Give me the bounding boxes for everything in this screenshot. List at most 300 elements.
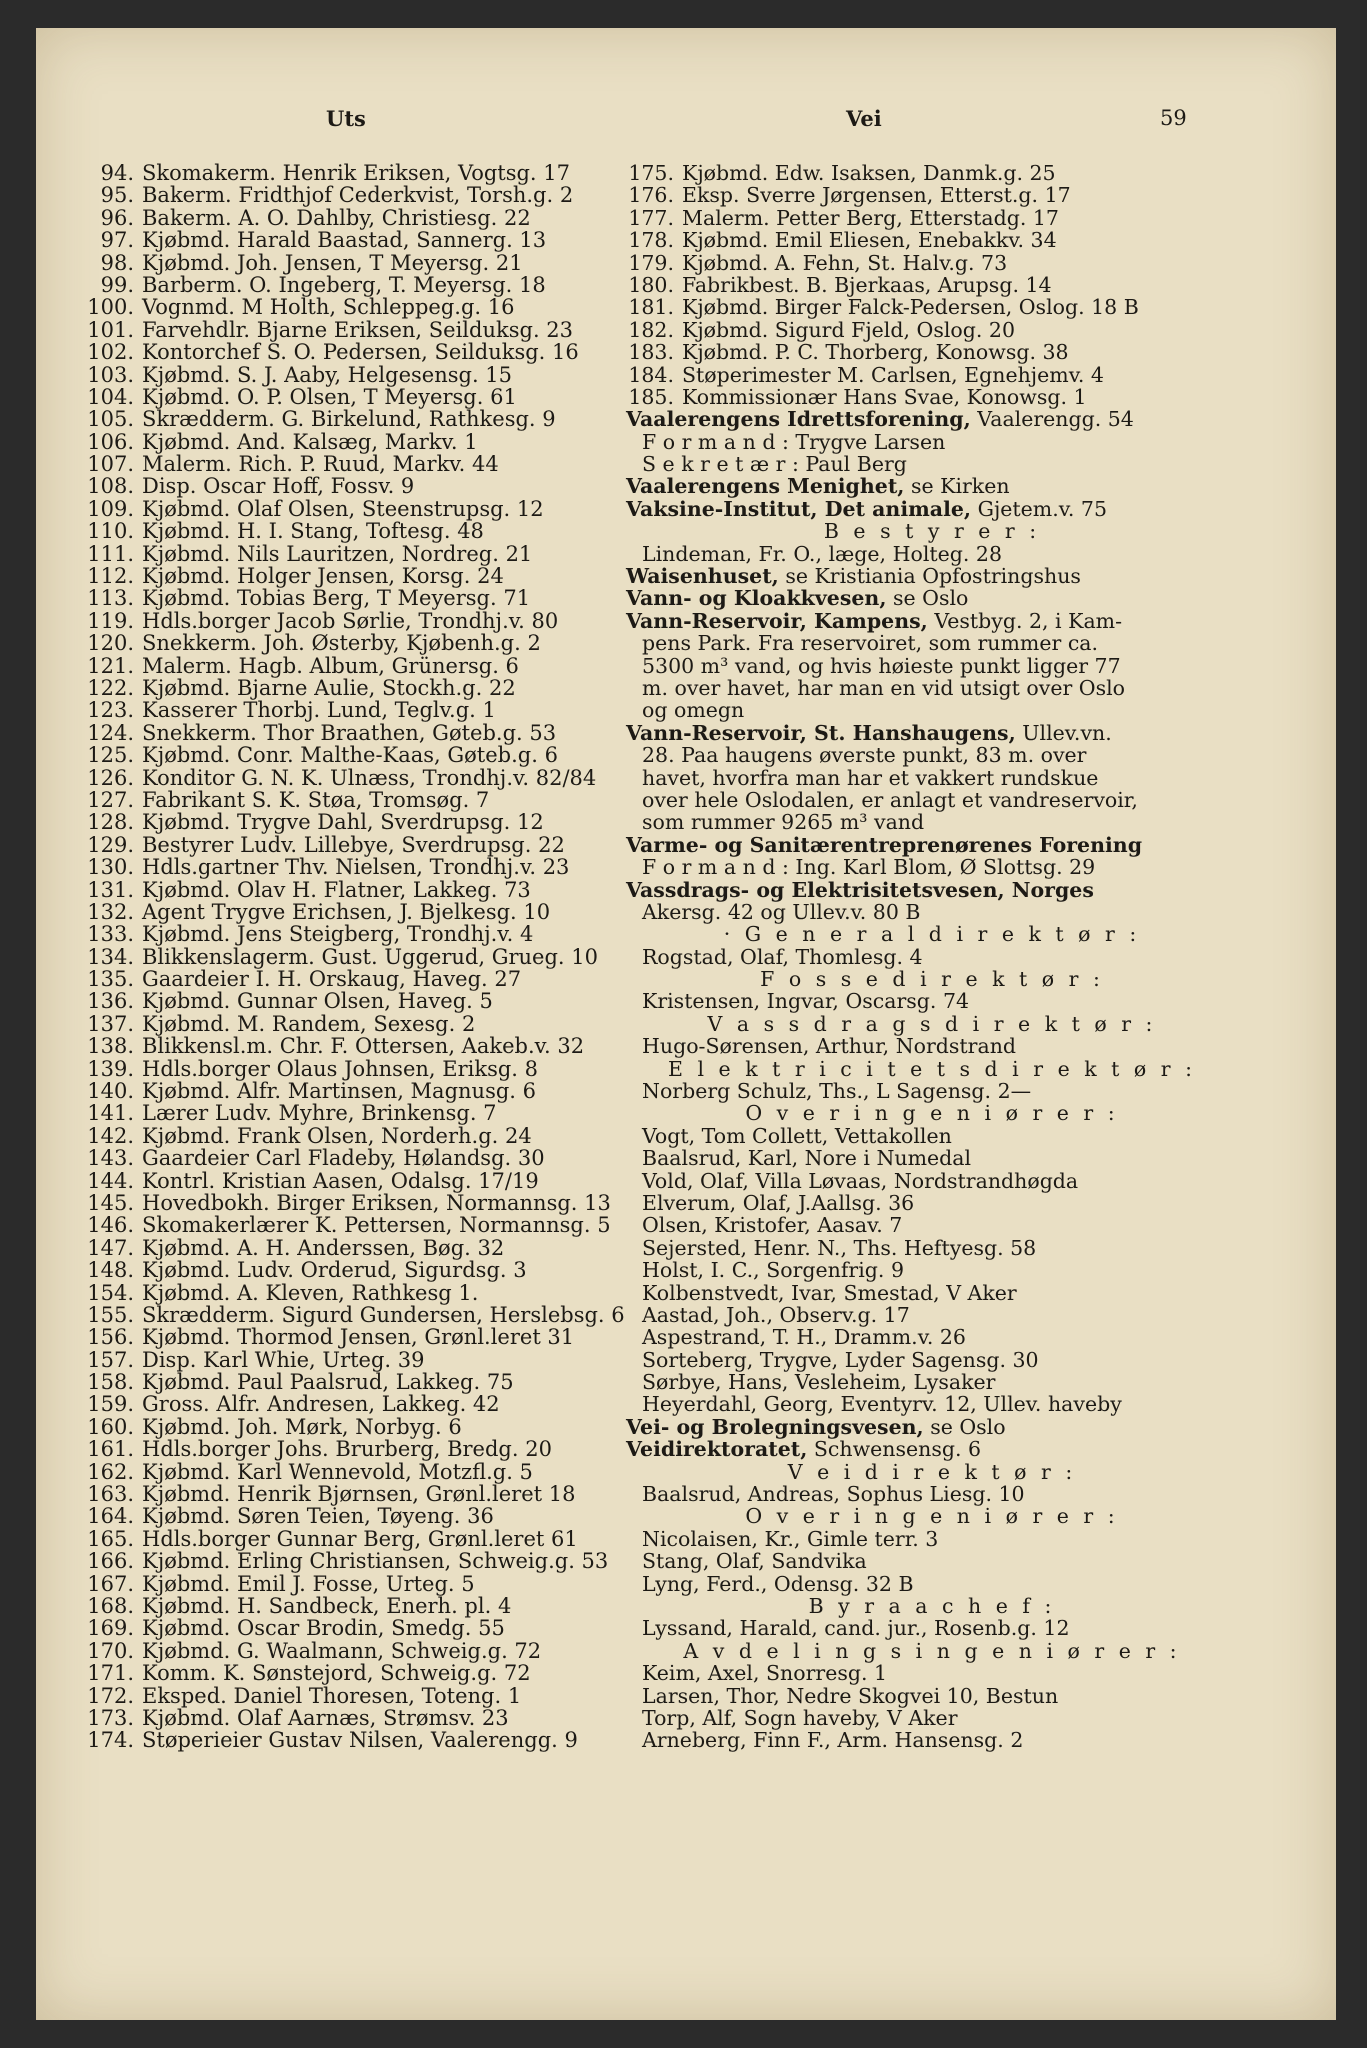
institution-detail: Gjetem.v. 75 xyxy=(971,496,1108,521)
person-entry xyxy=(626,1617,1238,1639)
person-entry xyxy=(626,1192,1238,1214)
entry-text: Hdls.borger Gunnar Berg, Grønl.leret 61 xyxy=(142,1526,578,1551)
institution-name: Vann-Reservoir, Kampens, xyxy=(626,608,928,633)
entry-number: 108. xyxy=(87,474,134,499)
institution-detail: Schwensensg. 6 xyxy=(807,1437,982,1462)
entry-text: Kjøbmd. Olav H. Flatner, Lakkeg. 73 xyxy=(142,877,531,902)
list-item xyxy=(626,319,1238,341)
list-item xyxy=(86,1729,656,1751)
entry-number: 164. xyxy=(87,1504,134,1529)
list-item xyxy=(86,789,656,811)
role-title xyxy=(626,968,1238,990)
institution-detail: se Oslo xyxy=(923,1414,1006,1439)
list-item xyxy=(86,520,656,542)
entry-text: Kjøbmd. Frank Olsen, Norderh.g. 24 xyxy=(142,1123,532,1148)
entry-number: 126. xyxy=(87,765,134,790)
entry-number: 135. xyxy=(87,967,134,992)
entry-number: 176. xyxy=(628,183,674,208)
description-text: over hele Oslodalen, er anlagt et vandreservoir, xyxy=(642,787,1138,812)
entry-text: Kjøbmd. Karl Wennevold, Motzfl.g. 5 xyxy=(142,1459,533,1484)
entry-number: 168. xyxy=(87,1594,134,1618)
person-entry-text: Lyng, Ferd., Odensg. 32 B xyxy=(642,1571,914,1596)
entry-text: Eksped. Daniel Thoresen, Toteng. 1 xyxy=(142,1683,522,1708)
list-item xyxy=(86,207,656,229)
role-title-text: E l e k t r i c i t e t s d i r e k t ø r : xyxy=(668,1056,1196,1081)
entry-number: 148. xyxy=(87,1258,134,1283)
entry-number: 94. xyxy=(100,161,134,185)
entry-number: 181. xyxy=(628,295,674,320)
person-entry-text: Baalsrud, Karl, Nore i Numedal xyxy=(642,1146,972,1171)
person-entry-text: Kristensen, Ingvar, Oscarsg. 74 xyxy=(642,989,970,1014)
entry-text: Kjøbmd. Birger Falck-Pedersen, Oslog. 18 B xyxy=(682,295,1139,320)
entry-text: Kjøbmd. Joh. Jensen, T Meyersg. 21 xyxy=(142,250,523,275)
entry-text: Bestyrer Ludv. Lillebye, Sverdrupsg. 22 xyxy=(142,832,565,857)
entry-text: Kjøbmd. Paul Paalsrud, Lakkeg. 75 xyxy=(142,1370,514,1395)
entry-text: Kjøbmd. Erling Christiansen, Schweig.g. 53 xyxy=(142,1549,609,1574)
list-item xyxy=(86,856,656,878)
entry-text: Blikkenslagerm. Gust. Uggerud, Grueg. 10 xyxy=(142,944,598,969)
list-item xyxy=(86,1214,656,1236)
entry-number: 180. xyxy=(628,272,674,297)
institution-name: Waisenhuset, xyxy=(626,564,779,589)
entry-text: Konditor G. N. K. Ulnæss, Trondhj.v. 82/84 xyxy=(142,765,597,790)
institution-name: Vassdrags- og Elektrisitetsvesen, Norges xyxy=(626,877,1094,902)
entry-text: Eksp. Sverre Jørgensen, Etterst.g. 17 xyxy=(682,183,1071,208)
person-entry-text: Aastad, Joh., Observ.g. 17 xyxy=(642,1302,910,1327)
entry-number: 170. xyxy=(87,1638,134,1663)
list-item xyxy=(86,1259,656,1281)
role-title-text: V e i d i r e k t ø r : xyxy=(787,1459,1077,1484)
person-entry-text: Akersg. 42 og Ullev.v. 80 B xyxy=(642,899,921,924)
entry-text: Fabrikbest. B. Bjerkaas, Arupsg. 14 xyxy=(682,272,1052,297)
entry-text: Kjøbmd. And. Kalsæg, Markv. 1 xyxy=(142,429,478,454)
list-item xyxy=(86,1528,656,1550)
person-entry-text: Stang, Olaf, Sandvika xyxy=(642,1549,867,1574)
institution-heading xyxy=(626,565,1238,587)
person-entry-text: Olsen, Kristofer, Aasav. 7 xyxy=(642,1213,903,1238)
institution-detail: se Oslo xyxy=(886,586,969,611)
list-item xyxy=(86,475,656,497)
person-entry-text: Aspestrand, T. H., Dramm.v. 26 xyxy=(642,1325,966,1350)
role-title-text: V a s s d r a g s d i r e k t ø r : xyxy=(707,1011,1157,1036)
list-item xyxy=(86,632,656,654)
entry-text: Kontrl. Kristian Aasen, Odalsg. 17/19 xyxy=(142,1168,539,1193)
list-item xyxy=(626,162,1238,184)
entry-text: Disp. Karl Whie, Urteg. 39 xyxy=(142,1347,425,1372)
institution-name: Vei- og Brolegningsvesen, xyxy=(626,1414,924,1439)
list-item xyxy=(86,1461,656,1483)
entry-number: 165. xyxy=(87,1526,134,1551)
list-item xyxy=(86,498,656,520)
list-item xyxy=(626,386,1238,408)
person-entry-text: Norberg Schulz, Ths., L Sagensg. 2— xyxy=(642,1079,1032,1104)
list-item xyxy=(86,610,656,632)
entry-number: 99. xyxy=(100,272,134,297)
entry-text: Kasserer Thorbj. Lund, Teglv.g. 1 xyxy=(142,698,496,723)
institution-heading xyxy=(626,722,1238,744)
role-title-text: O v e r i n g e n i ø r e r : xyxy=(745,1504,1119,1529)
description-text: og omegn xyxy=(642,698,745,723)
role-title xyxy=(626,923,1238,945)
entry-text: Hdls.borger Olaus Johnsen, Eriksg. 8 xyxy=(142,1056,538,1081)
entry-number: 101. xyxy=(87,317,134,342)
description-line xyxy=(626,699,1238,721)
list-item xyxy=(86,1505,656,1527)
list-item xyxy=(626,207,1238,229)
role-title-text: B y r a a c h e f : xyxy=(808,1594,1056,1618)
entry-text: Kjøbmd. Søren Teien, Tøyeng. 36 xyxy=(142,1504,494,1529)
institution-heading xyxy=(626,1438,1238,1460)
entry-text: Kjøbmd. G. Waalmann, Schweig.g. 72 xyxy=(142,1638,542,1663)
entry-number: 104. xyxy=(87,384,134,409)
person-entry xyxy=(626,1304,1238,1326)
role-title xyxy=(626,1461,1238,1483)
entry-number: 127. xyxy=(87,787,134,812)
entry-number: 103. xyxy=(87,362,134,387)
entry-number: 160. xyxy=(87,1414,134,1439)
person-entry xyxy=(626,1147,1238,1169)
entry-text: Disp. Oscar Hoff, Fossv. 9 xyxy=(142,474,415,499)
institution-heading xyxy=(626,1416,1238,1438)
person-entry-text: Sørbye, Hans, Vesleheim, Lysaker xyxy=(642,1370,996,1395)
person-entry-text: Lindeman, Fr. O., læge, Holteg. 28 xyxy=(642,541,1002,566)
institution-heading xyxy=(626,475,1238,497)
list-item xyxy=(626,229,1238,251)
person-entry xyxy=(626,990,1238,1012)
list-item xyxy=(86,274,656,296)
person-entry-text: Elverum, Olaf, J.Aallsg. 36 xyxy=(642,1190,915,1215)
institution-heading xyxy=(626,834,1238,856)
list-item xyxy=(86,587,656,609)
institution-name: Vaalerengens Idrettsforening, xyxy=(626,407,971,432)
page-number: 59 xyxy=(1160,106,1187,130)
entry-text: Kjøbmd. Tobias Berg, T Meyersg. 71 xyxy=(142,586,531,611)
list-item xyxy=(626,296,1238,318)
entry-text: Kjøbmd. Edw. Isaksen, Danmk.g. 25 xyxy=(682,161,1056,185)
list-item xyxy=(86,1662,656,1684)
entry-text: Snekkerm. Thor Braathen, Gøteb.g. 53 xyxy=(142,720,557,745)
entry-number: 138. xyxy=(87,1034,134,1059)
description-line xyxy=(626,655,1238,677)
entry-text: Kjøbmd. Emil Eliesen, Enebakkv. 34 xyxy=(682,228,1057,253)
list-item xyxy=(86,1416,656,1438)
institution-detail: se Kristiania Opfostringshus xyxy=(778,564,1081,589)
person-entry-text: Sejersted, Henr. N., Ths. Heftyesg. 58 xyxy=(642,1235,1037,1260)
description-line xyxy=(626,767,1238,789)
role-title-text: · G e n e r a l d i r e k t ø r : xyxy=(723,922,1141,947)
entry-text: Lærer Ludv. Myhre, Brinkensg. 7 xyxy=(142,1101,497,1126)
person-entry xyxy=(626,1282,1238,1304)
list-item xyxy=(86,699,656,721)
institution-detail: Vaalerengg. 54 xyxy=(970,407,1134,432)
person-entry-text: Hugo-Sørensen, Arthur, Nordstrand xyxy=(642,1034,1017,1059)
role-title-text: F o s s e d i r e k t ø r : xyxy=(760,967,1104,992)
entry-text: Kjøbmd. Emil J. Fosse, Urteg. 5 xyxy=(142,1571,475,1596)
entry-number: 139. xyxy=(87,1056,134,1081)
document-page xyxy=(36,28,1336,2020)
description-text: 28. Paa haugens øverste punkt, 83 m. over xyxy=(642,743,1087,768)
entry-text: Kontorchef S. O. Pedersen, Seilduksg. 16 xyxy=(142,340,579,365)
institution-name: Vann-Reservoir, St. Hanshaugens, xyxy=(626,720,1016,745)
entry-number: 154. xyxy=(87,1280,134,1305)
list-item xyxy=(86,1304,656,1326)
list-item xyxy=(86,1102,656,1124)
entry-number: 137. xyxy=(87,1011,134,1036)
entry-number: 143. xyxy=(87,1146,134,1171)
institution-name: Vaalerengens Menighet, xyxy=(626,474,905,499)
entry-number: 162. xyxy=(87,1459,134,1484)
person-entry-text: Vold, Olaf, Villa Løvaas, Nordstrandhøgda xyxy=(642,1168,1079,1193)
entry-number: 119. xyxy=(87,608,134,633)
description-line xyxy=(626,811,1238,833)
role-title xyxy=(626,520,1238,542)
entry-number: 133. xyxy=(87,922,134,947)
description-line xyxy=(626,789,1238,811)
entry-number: 161. xyxy=(87,1437,134,1462)
entry-text: Kjøbmd. Holger Jensen, Korsg. 24 xyxy=(142,564,504,589)
entry-text: Bakerm. Fridthjof Cederkvist, Torsh.g. 2 xyxy=(142,183,574,208)
description-line xyxy=(626,744,1238,766)
entry-number: 134. xyxy=(87,944,134,969)
entry-number: 120. xyxy=(87,631,134,656)
list-item xyxy=(86,767,656,789)
person-entry xyxy=(626,543,1238,565)
person-entry xyxy=(626,1573,1238,1595)
running-head-right: Vei xyxy=(846,106,882,131)
entry-number: 146. xyxy=(87,1213,134,1238)
institution-name: Veidirektoratet, xyxy=(626,1437,808,1462)
entry-number: 166. xyxy=(87,1549,134,1574)
list-item xyxy=(86,1640,656,1662)
person-entry xyxy=(626,1550,1238,1572)
person-entry-text: Arneberg, Finn F., Arm. Hansensg. 2 xyxy=(642,1728,1024,1753)
person-entry xyxy=(626,1326,1238,1348)
description-text: 5300 m³ vand, og hvis høieste punkt ligger 77 xyxy=(642,653,1121,678)
entry-number: 124. xyxy=(87,720,134,745)
entry-number: 144. xyxy=(87,1168,134,1193)
list-item xyxy=(86,722,656,744)
entry-text: Kjøbmd. Thormod Jensen, Grønl.leret 31 xyxy=(142,1325,575,1350)
entry-text: Kjøbmd. Olaf Aarnæs, Strømsv. 23 xyxy=(142,1705,509,1730)
entry-number: 136. xyxy=(87,989,134,1014)
entry-number: 96. xyxy=(100,205,134,230)
entry-number: 129. xyxy=(87,832,134,857)
entry-text: Kjøbmd. A. Fehn, St. Halv.g. 73 xyxy=(682,250,1008,275)
entry-text: Kjøbmd. A. H. Anderssen, Bøg. 32 xyxy=(142,1235,505,1260)
person-entry xyxy=(626,946,1238,968)
list-item xyxy=(86,162,656,184)
list-item xyxy=(86,1013,656,1035)
person-entry xyxy=(626,1349,1238,1371)
person-entry xyxy=(626,1371,1238,1393)
entry-number: 121. xyxy=(87,653,134,678)
institution-heading xyxy=(626,610,1238,632)
entry-text: Kjøbmd. Sigurd Fjeld, Oslog. 20 xyxy=(682,317,1015,342)
entry-number: 183. xyxy=(628,340,674,365)
list-item xyxy=(86,1035,656,1057)
entry-number: 110. xyxy=(87,519,134,544)
list-item xyxy=(626,184,1238,206)
person-entry-text: Rogstad, Olaf, Thomlesg. 4 xyxy=(642,944,923,969)
list-item xyxy=(626,252,1238,274)
entry-number: 105. xyxy=(87,407,134,432)
entry-text: Komm. K. Sønstejord, Schweig.g. 72 xyxy=(142,1661,531,1686)
list-item xyxy=(86,319,656,341)
list-item xyxy=(86,408,656,430)
entry-number: 128. xyxy=(87,810,134,835)
entry-number: 157. xyxy=(87,1347,134,1372)
entry-text: Malerm. Petter Berg, Etterstadg. 17 xyxy=(682,205,1059,230)
entry-number: 178. xyxy=(628,228,674,253)
entry-number: 102. xyxy=(87,340,134,365)
role-title xyxy=(626,1102,1238,1124)
person-entry-text: F o r m a n d : Trygve Larsen xyxy=(642,429,946,454)
entry-text: Kjøbmd. H. I. Stang, Toftesg. 48 xyxy=(142,519,484,544)
institution-detail: Vestbyg. 2, i Kam- xyxy=(927,608,1123,633)
list-item xyxy=(86,1617,656,1639)
entry-text: Kjøbmd. Olaf Olsen, Steenstrupsg. 12 xyxy=(142,496,544,521)
person-entry-text: Larsen, Thor, Nedre Skogvei 10, Bestun xyxy=(642,1683,1059,1708)
list-item xyxy=(86,1058,656,1080)
entry-text: Kjøbmd. Conr. Malthe-Kaas, Gøteb.g. 6 xyxy=(142,743,558,768)
list-item xyxy=(626,364,1238,386)
list-item xyxy=(86,968,656,990)
entry-text: Vognmd. M Holth, Schleppeg.g. 16 xyxy=(142,295,515,320)
person-entry-text: Kolbenstvedt, Ivar, Smestad, V Aker xyxy=(642,1280,1017,1305)
list-item xyxy=(86,543,656,565)
entry-number: 185. xyxy=(628,384,674,409)
entry-number: 145. xyxy=(87,1190,134,1215)
person-entry xyxy=(626,1035,1238,1057)
entry-text: Agent Trygve Erichsen, J. Bjelkesg. 10 xyxy=(142,899,551,924)
person-entry xyxy=(626,1729,1238,1751)
entry-number: 147. xyxy=(87,1235,134,1260)
list-item xyxy=(86,229,656,251)
person-entry-text: Nicolaisen, Kr., Gimle terr. 3 xyxy=(642,1526,939,1551)
person-entry xyxy=(626,1237,1238,1259)
entry-number: 158. xyxy=(87,1370,134,1395)
entry-text: Snekkerm. Joh. Østerby, Kjøbenh.g. 2 xyxy=(142,631,541,656)
entry-text: Hdls.borger Jacob Sørlie, Trondhj.v. 80 xyxy=(142,608,559,633)
role-title xyxy=(626,1640,1238,1662)
entry-number: 163. xyxy=(87,1482,134,1507)
list-item xyxy=(86,453,656,475)
person-entry-text: Holst, I. C., Sorgenfrig. 9 xyxy=(642,1258,904,1283)
entry-text: Barberm. O. Ingeberg, T. Meyersg. 18 xyxy=(142,272,546,297)
person-entry xyxy=(626,431,1238,453)
entry-number: 175. xyxy=(628,161,674,185)
entry-text: Gaardeier Carl Fladeby, Hølandsg. 30 xyxy=(142,1146,545,1171)
entry-text: Kommissionær Hans Svae, Konowsg. 1 xyxy=(682,384,1087,409)
entry-number: 122. xyxy=(87,675,134,700)
list-item xyxy=(86,834,656,856)
institution-name: Vann- og Kloakkvesen, xyxy=(626,586,887,611)
description-text: m. over havet, har man en vid utsigt over Oslo xyxy=(642,675,1125,700)
entry-text: Kjøbmd. H. Sandbeck, Enerh. pl. 4 xyxy=(142,1594,512,1618)
institution-heading xyxy=(626,879,1238,901)
list-item xyxy=(86,1393,656,1415)
description-line xyxy=(626,677,1238,699)
list-item xyxy=(86,744,656,766)
list-item xyxy=(86,1573,656,1595)
entry-text: Fabrikant S. K. Støa, Tromsøg. 7 xyxy=(142,787,490,812)
entry-text: Gaardeier I. H. Orskaug, Haveg. 27 xyxy=(142,967,522,992)
entry-number: 156. xyxy=(87,1325,134,1350)
person-entry-text: Lyssand, Harald, cand. jur., Rosenb.g. 12 xyxy=(642,1616,1070,1641)
entry-text: Kjøbmd. Jens Steigberg, Trondhj.v. 4 xyxy=(142,922,534,947)
entry-number: 100. xyxy=(87,295,134,320)
entry-number: 113. xyxy=(87,586,134,611)
entry-text: Kjøbmd. Trygve Dahl, Sverdrupsg. 12 xyxy=(142,810,544,835)
person-entry-text: Baalsrud, Andreas, Sophus Liesg. 10 xyxy=(642,1482,1025,1507)
list-item xyxy=(626,274,1238,296)
person-entry-text: S e k r e t æ r : Paul Berg xyxy=(642,452,907,477)
entry-number: 169. xyxy=(87,1616,134,1641)
list-item xyxy=(86,341,656,363)
description-text: som rummer 9265 m³ vand xyxy=(642,810,925,835)
list-item xyxy=(86,386,656,408)
entry-number: 172. xyxy=(87,1683,134,1708)
person-entry xyxy=(626,1125,1238,1147)
entry-number: 109. xyxy=(87,496,134,521)
person-entry-text: F o r m a n d : Ing. Karl Blom, Ø Slottsg. 29 xyxy=(642,855,1096,880)
entry-text: Støperieier Gustav Nilsen, Vaalerengg. 9 xyxy=(142,1728,578,1753)
entry-text: Farvehdlr. Bjarne Eriksen, Seilduksg. 23 xyxy=(142,317,574,342)
list-item xyxy=(86,1707,656,1729)
person-entry xyxy=(626,1685,1238,1707)
person-entry-text: Sorteberg, Trygve, Lyder Sagensg. 30 xyxy=(642,1347,1039,1372)
role-title-text: B e s t y r e r : xyxy=(823,519,1041,544)
entry-text: Blikkensl.m. Chr. F. Ottersen, Aakeb.v. 32 xyxy=(142,1034,585,1059)
entry-text: Kjøbmd. A. Kleven, Rathkesg 1. xyxy=(142,1280,479,1305)
institution-detail: Ullev.vn. xyxy=(1015,720,1112,745)
institution-name: Varme- og Sanitærentreprenørenes Forening xyxy=(626,832,1143,857)
list-item xyxy=(86,1282,656,1304)
entry-text: Kjøbmd. Joh. Mørk, Norbyg. 6 xyxy=(142,1414,462,1439)
role-title-text: A v d e l i n g s i n g e n i ø r e r : xyxy=(683,1638,1181,1663)
entry-number: 112. xyxy=(87,564,134,589)
entry-text: Kjøbmd. S. J. Aaby, Helgesensg. 15 xyxy=(142,362,513,387)
person-entry xyxy=(626,1393,1238,1415)
entry-number: 155. xyxy=(87,1302,134,1327)
list-item xyxy=(86,879,656,901)
list-item xyxy=(86,1326,656,1348)
entry-number: 97. xyxy=(100,228,134,253)
list-item xyxy=(86,655,656,677)
list-item xyxy=(86,431,656,453)
entry-text: Kjøbmd. P. C. Thorberg, Konowsg. 38 xyxy=(682,340,1069,365)
entry-text: Kjøbmd. M. Randem, Sexesg. 2 xyxy=(142,1011,476,1036)
entry-number: 177. xyxy=(628,205,674,230)
person-entry xyxy=(626,1259,1238,1281)
description-text: havet, hvorfra man har et vakkert rundskue xyxy=(642,765,1099,790)
list-item xyxy=(86,252,656,274)
list-item xyxy=(86,1080,656,1102)
institution-heading xyxy=(626,587,1238,609)
list-item xyxy=(86,1483,656,1505)
entry-number: 130. xyxy=(87,855,134,880)
person-entry xyxy=(626,1170,1238,1192)
entry-text: Hovedbokh. Birger Eriksen, Normannsg. 13 xyxy=(142,1190,611,1215)
person-entry-text: Vogt, Tom Collett, Vettakollen xyxy=(642,1123,952,1148)
list-item xyxy=(86,364,656,386)
list-item xyxy=(86,1685,656,1707)
entry-number: 167. xyxy=(87,1571,134,1596)
right-column xyxy=(626,162,1238,1752)
entry-text: Gross. Alfr. Andresen, Lakkeg. 42 xyxy=(142,1392,500,1417)
entry-number: 123. xyxy=(87,698,134,723)
list-item xyxy=(86,946,656,968)
